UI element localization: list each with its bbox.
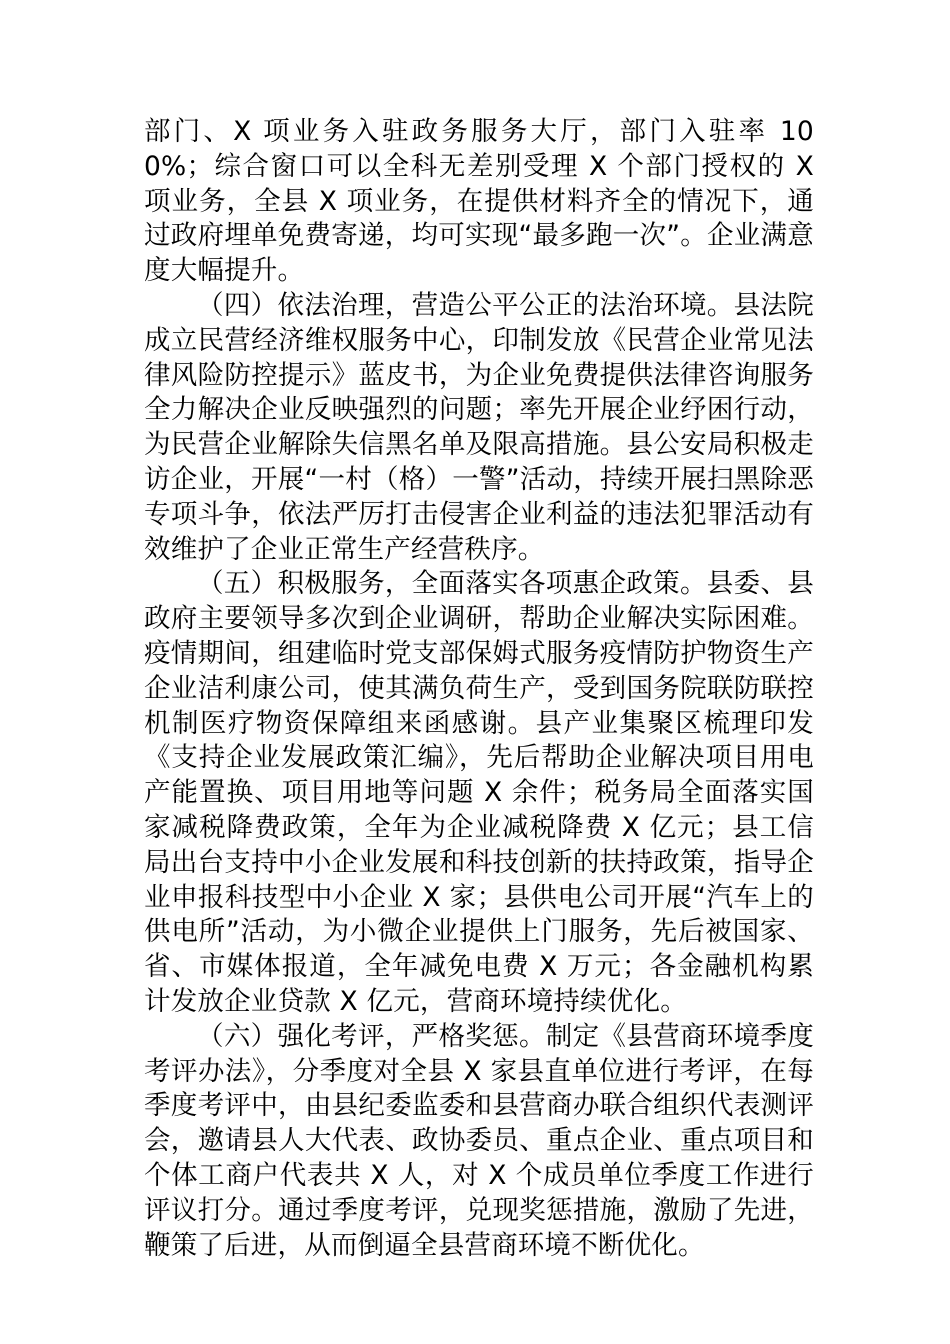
paragraph-section-4: （四）依法治理，营造公平公正的法治环境。县法院成立民营经济维权服务中心，印制发放《民营企业常见法律风险防控提示》蓝皮书，为企业免费提供法律咨询服务全力解决企业反映强烈的问题；率先开展企业纾困行动，为民营企业解除失信黑名单及限高措施。县公安局积极走访企业，开展“一村（格）一警”活动，持续开展扫黑除恶专项斗争，依法严厉打击侵害企业利益的违法犯罪活动有效维护了企业正常生产经营秩序。 — [144, 289, 814, 565]
paragraph-continuation: 部门、X 项业务入驻政务服务大厅，部门入驻率 100%；综合窗口可以全科无差别受理 X 个部门授权的 X 项业务，全县 X 项业务，在提供材料齐全的情况下，通过政府埋单免费寄递，均可实现“最多跑一次”。企业满意度大幅提升。 — [144, 116, 814, 287]
document-page — [144, 115, 814, 1263]
paragraph-section-5: （五）积极服务，全面落实各项惠企政策。县委、县政府主要领导多次到企业调研，帮助企业解决实际困难。疫情期间，组建临时党支部保姆式服务疫情防护物资生产企业洁利康公司，使其满负荷生产，受到国务院联防联控机制医疗物资保障组来函感谢。县产业集聚区梳理印发《支持企业发展政策汇编》，先后帮助企业解决项目用电产能置换、项目用地等问题 X 余件；税务局全面落实国家减税降费政策，全年为企业减税降费 X 亿元；县工信局出台支持中小企业发展和科技创新的扶持政策，指导企业申报科技型中小企业 X 家；县供电公司开展“汽车上的供电所”活动，为小微企业提供上门服务，先后被国家、省、市媒体报道，全年减免电费 X 万元；各金融机构累计发放企业贷款 X 亿元，营商环境持续优化。 — [144, 568, 814, 1017]
paragraph-section-6: （六）强化考评，严格奖惩。制定《县营商环境季度考评办法》，分季度对全县 X 家县直单位进行考评，在每季度考评中，由县纪委监委和县营商办联合组织代表测评会，邀请县人大代表、政协委员、重点企业、重点项目和个体工商户代表共 X 人，对 X 个成员单位季度工作进行评议打分。通过季度考评，兑现奖惩措施，激励了先进，鞭策了后进，从而倒逼全县营商环境不断优化。 — [144, 1020, 814, 1261]
